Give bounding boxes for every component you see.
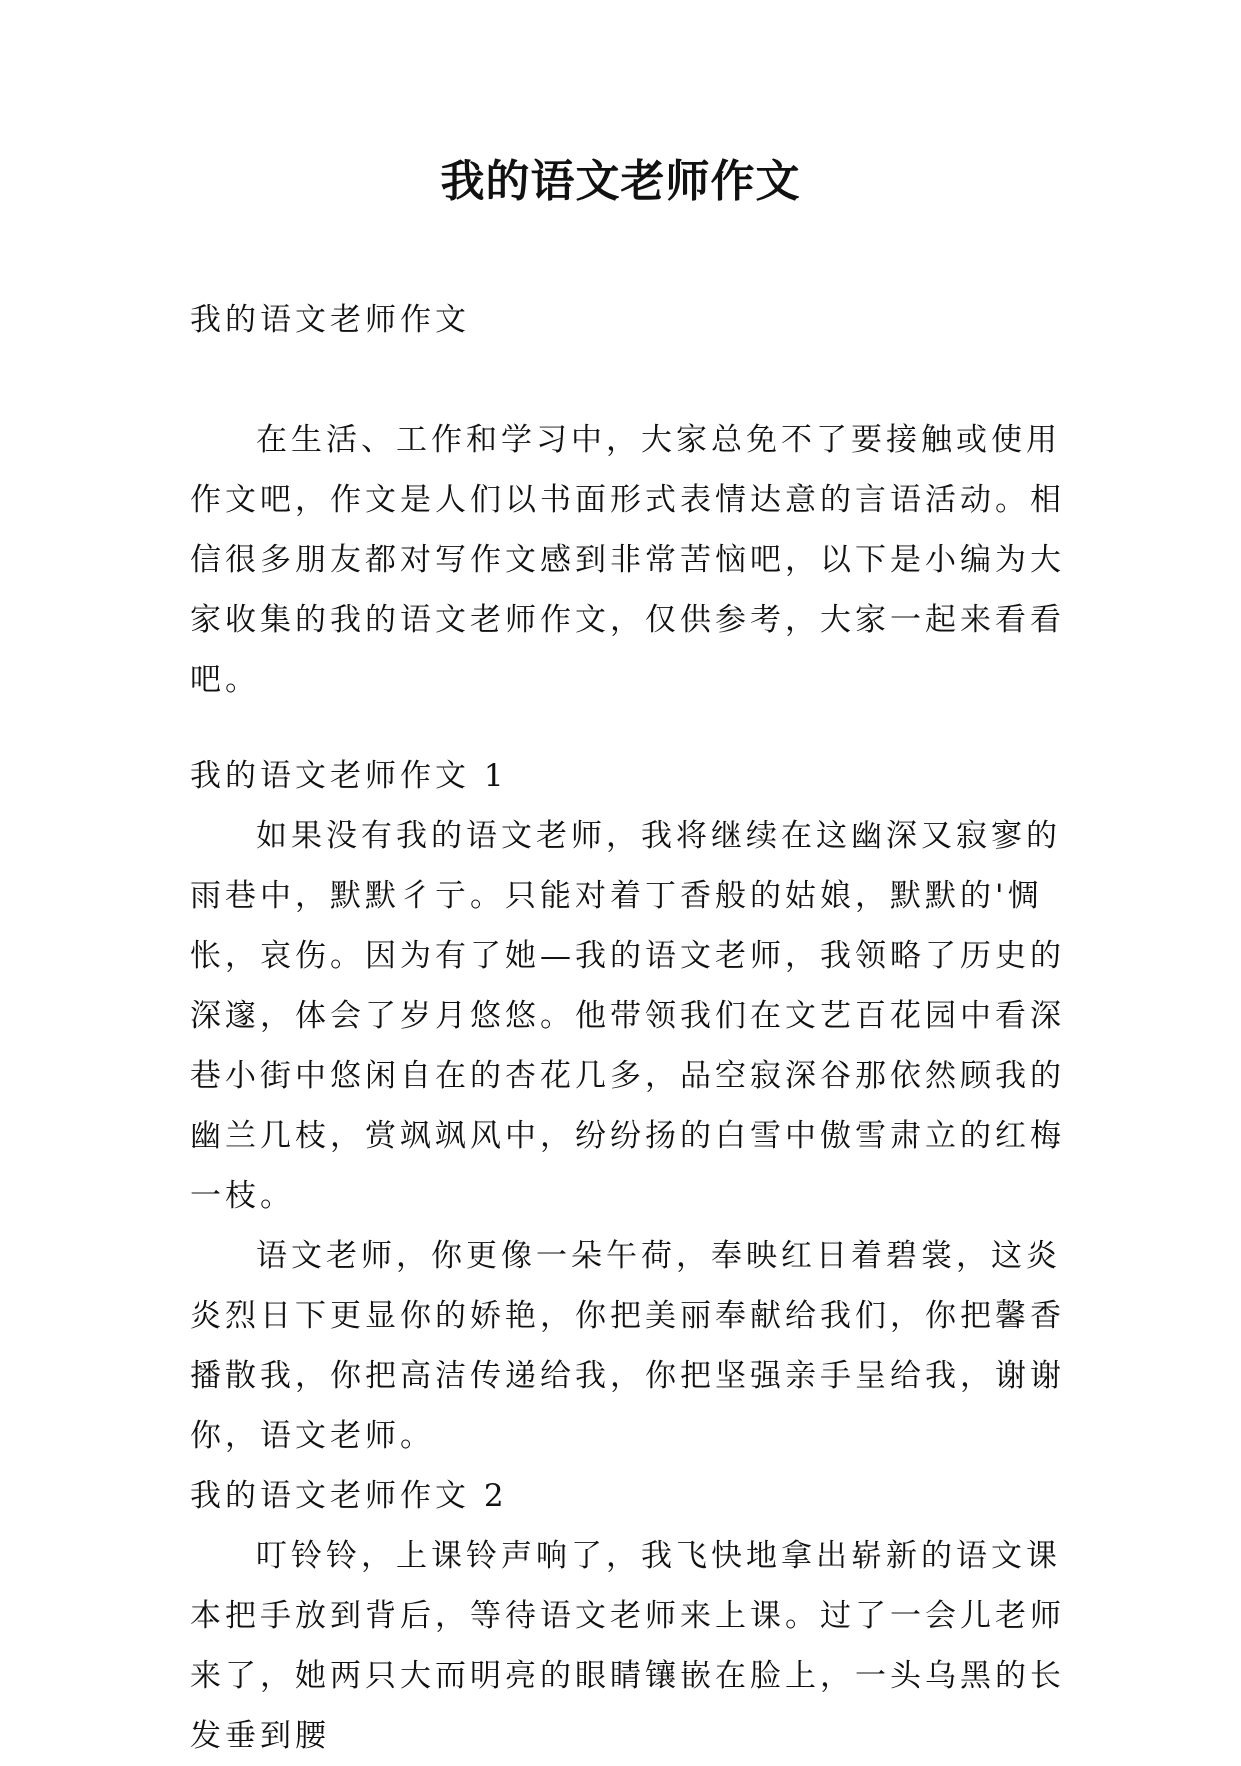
spacer — [190, 350, 1070, 410]
section-paragraph: 如果没有我的语文老师，我将继续在这幽深又寂寥的雨巷中，默默彳亍。只能对着丁香般的姑娘，默默的'惆怅，哀伤。因为有了她—我的语文老师，我领略了历史的深邃，体会了岁月悠悠。他带领我们在文艺百花园中看深巷小街中悠闲自在的杏花几多，品空寂深谷那依然顾我的幽兰几枝，赏飒飒风中，纷纷扬的白雪中傲雪肃立的红梅一枝。 — [190, 818, 1065, 1214]
document-body — [190, 290, 1070, 1766]
spacer — [190, 710, 1070, 746]
document-subtitle: 我的语文老师作文 — [190, 302, 470, 338]
intro-paragraph: 在生活、工作和学习中，大家总免不了要接触或使用作文吧，作文是人们以书面形式表情达意的言语活动。相信很多朋友都对写作文感到非常苦恼吧，以下是小编为大家收集的我的语文老师作文，仅供参考，大家一起来看看吧。 — [190, 422, 1065, 698]
section-heading: 我的语文老师作文 1 — [190, 758, 508, 794]
section-paragraph: 语文老师，你更像一朵午荷，奉映红日着碧裳，这炎炎烈日下更显你的娇艳，你把美丽奉献给我们，你把馨香播散我，你把高洁传递给我，你把坚强亲手呈给我，谢谢你，语文老师。 — [190, 1238, 1065, 1454]
document-title: 我的语文老师作文 — [440, 156, 801, 207]
section-heading: 我的语文老师作文 2 — [190, 1478, 508, 1514]
section-paragraph: 叮铃铃，上课铃声响了，我飞快地拿出崭新的语文课本把手放到背后，等待语文老师来上课。过了一会儿老师来了，她两只大而明亮的眼睛镶嵌在脸上，一头乌黑的长发垂到腰 — [190, 1538, 1065, 1754]
